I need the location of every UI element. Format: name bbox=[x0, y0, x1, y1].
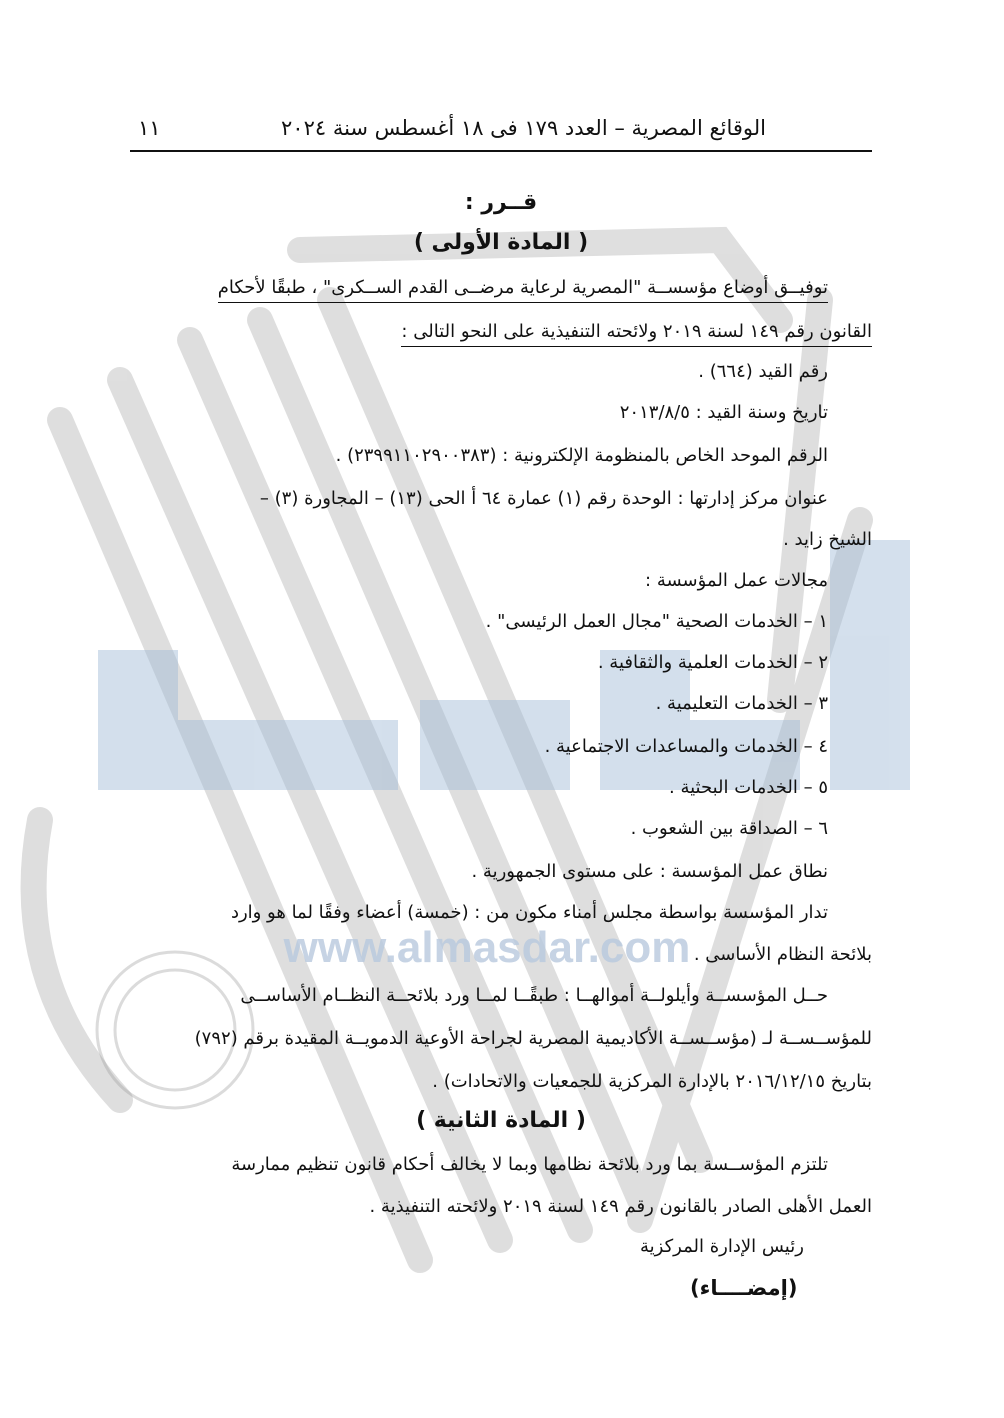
field-item: ٦ – الصداقة بين الشعوب . bbox=[630, 818, 828, 839]
page-header bbox=[130, 108, 872, 152]
fields-title: مجالات عمل المؤسسة : bbox=[645, 570, 828, 591]
article1-line2: القانون رقم ١٤٩ لسنة ٢٠١٩ ولائحته التنفيذية على النحو التالى : bbox=[130, 318, 872, 346]
gazette-title: الوقائع المصرية – العدد ١٧٩ فى ١٨ أغسطس سنة ٢٠٢٤ bbox=[281, 116, 766, 140]
article1-line1: توفيــق أوضاع مؤسســة "المصرية لرعاية مرضــى القدم الســكرى" ، طبقًا لأحكام bbox=[130, 274, 828, 302]
signature-title: رئيس الإدارة المركزية bbox=[640, 1236, 804, 1257]
article2-heading: ( المادة الثانية ) bbox=[416, 1108, 586, 1133]
dissolution-line1: حــل المؤسســة وأيلولــة أموالهــا : طبقًــا لمــا ورد بلائحــة النظــام الأساســى bbox=[240, 985, 828, 1006]
board-line1: تدار المؤسسة بواسطة مجلس أمناء مكون من : (خمسة) أعضاء وفقًا لما هو وارد bbox=[230, 902, 828, 923]
address-line1: عنوان مركز إدارتها : الوحدة رقم (١) عمارة ٦٤ أ الحى (١٣) – المجاورة (٣) – bbox=[259, 488, 828, 509]
decision-heading: قــرر : bbox=[464, 190, 538, 215]
dissolution-line3: بتاريخ ٢٠١٦/١٢/١٥ بالإدارة المركزية للجمعيات والاتحادات) . bbox=[432, 1071, 872, 1092]
field-item: ٣ – الخدمات التعليمية . bbox=[655, 693, 828, 714]
watermark-url: www.almasdar.com bbox=[283, 923, 691, 972]
board-line2: بلائحة النظام الأساسى . bbox=[693, 944, 872, 965]
reg-date: تاريخ وسنة القيد : ٢٠١٣/٨/٥ bbox=[619, 402, 828, 423]
unified-number: الرقم الموحد الخاص بالمنظومة الإلكترونية : (٢٣٩٩١١٠٢٩٠٠٣٨٣) . bbox=[335, 445, 828, 466]
page-number: ١١ bbox=[138, 116, 161, 140]
article2-line1: تلتزم المؤســسة بما ورد بلائحة نظامها وبما لا يخالف أحكام قانون تنظيم ممارسة bbox=[231, 1154, 828, 1175]
reg-number: رقم القيد (٦٦٤) . bbox=[698, 361, 828, 382]
article1-heading: ( المادة الأولى ) bbox=[413, 230, 589, 255]
gazette-page bbox=[130, 108, 872, 1308]
field-item: ٢ – الخدمات العلمية والثقافية . bbox=[597, 652, 828, 673]
signature: (إمضــــاء) bbox=[690, 1276, 798, 1300]
field-item: ١ – الخدمات الصحية "مجال العمل الرئيسى" . bbox=[485, 611, 828, 632]
address-line2: الشيخ زايد . bbox=[783, 529, 872, 550]
scope: نطاق عمل المؤسسة : على مستوى الجمهورية . bbox=[471, 861, 828, 882]
article2-line2: العمل الأهلى الصادر بالقانون رقم ١٤٩ لسنة ٢٠١٩ ولائحته التنفيذية . bbox=[369, 1196, 872, 1217]
field-item: ٤ – الخدمات والمساعدات الاجتماعية . bbox=[544, 736, 828, 757]
dissolution-line2: للمؤســســة لـ (مؤســســة الأكاديمية المصرية لجراحة الأوعية الدمويــة المقيدة برقم (٧٩٢) bbox=[194, 1028, 872, 1049]
field-item: ٥ – الخدمات البحثية . bbox=[669, 777, 828, 798]
